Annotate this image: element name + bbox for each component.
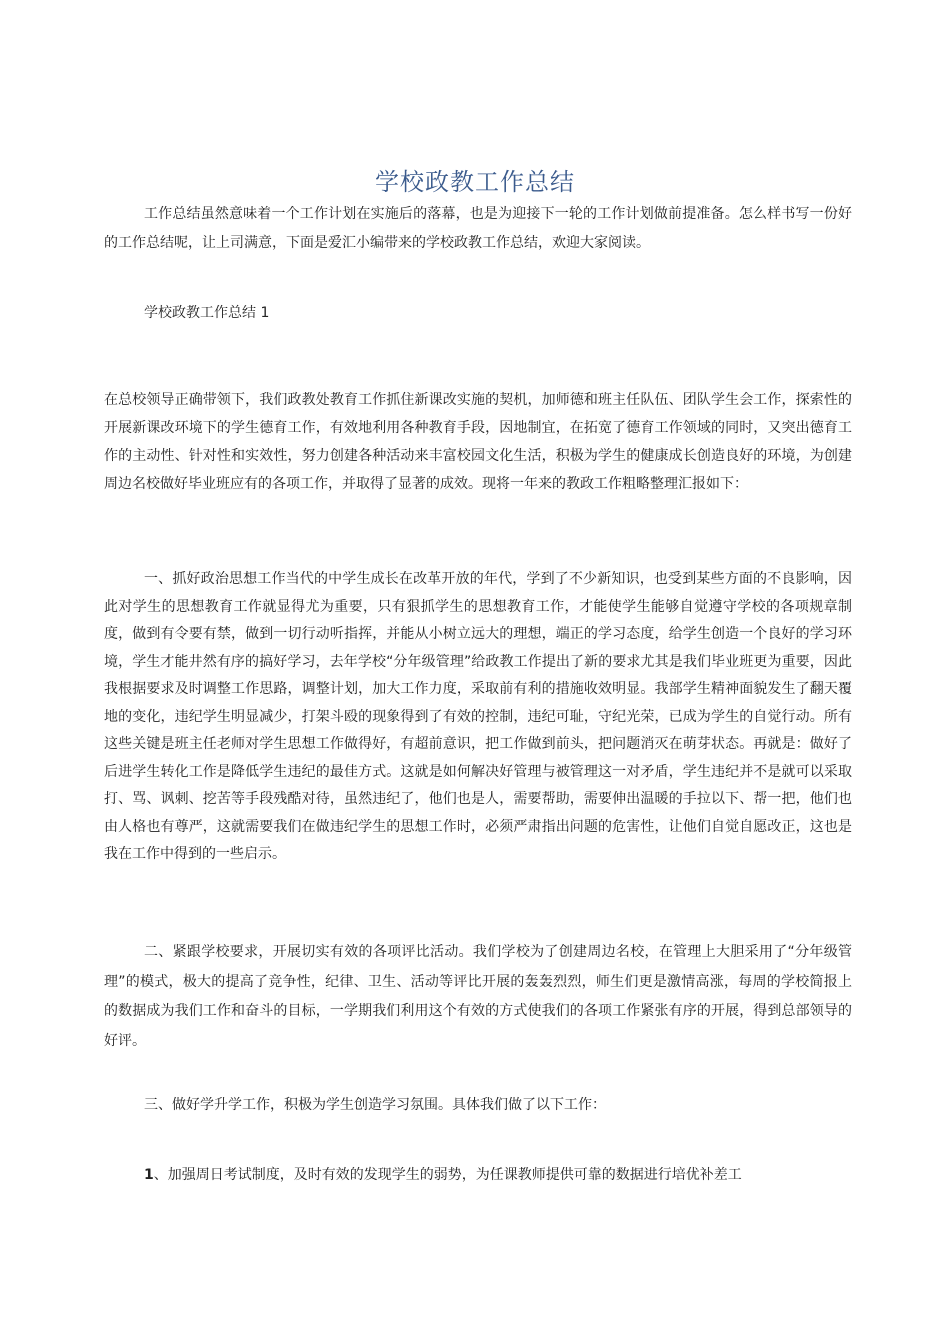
intro-paragraph: 工作总结虽然意味着一个工作计划在实施后的落幕，也是为迎接下一轮的工作计划做前提准备。怎么样书写一份好的工作总结呢，让上司满意，下面是爱汇小编带来的学校政教工作总结，欢迎大家阅读。 <box>104 206 852 251</box>
list-item-number: 1 <box>144 1167 154 1183</box>
body-paragraph-3: 二、紧跟学校要求，开展切实有效的各项评比活动。我们学校为了创建周边名校，在管理上大胆采用了“分年级管理”的模式，极大的提高了竞争性，纪律、卫生、活动等评比开展的轰轰烈烈，师生们更是激情高涨，每周的学校简报上的数据成为我们工作和奋斗的目标，一学期我们利用这个有效的方式使我们的各项工作紧张有序的开展，得到总部领导的好评。 <box>104 944 852 1049</box>
document-title: 学校政教工作总结 <box>375 168 575 196</box>
body-paragraph-2: 一、抓好政治思想工作当代的中学生成长在改革开放的年代，学到了不少新知识，也受到某些方面的不良影响，因此对学生的思想教育工作就显得尤为重要，只有狠抓学生的思想教育工作，才能使学生能够自觉遵守学校的各项规章制度，做到有令要有禁，做到一切行动听指挥，并能从小树立远大的理想，端正的学习态度，给学生创造一个良好的学习环境，学生才能井然有序的搞好学习，去年学校“分年级管理”给政教工作提出了新的要求尤其是我们毕业班更为重要，因此我根据要求及时调整工作思路，调整计划，加大工作力度，采取前有利的措施收效明显。我部学生精神面貌发生了翻天覆地的变化，违纪学生明显减少，打架斗殴的现象得到了有效的控制，违纪可耻，守纪光荣，已成为学生的自觉行动。所有这些关键是班主任老师对学生思想工作做得好，有超前意识，把工作做到前头，把问题消灭在萌芽状态。再就是：做好了后进学生转化工作是降低学生违纪的最佳方式。这就是如何解决好管理与被管理这一对矛盾，学生违纪并不是就可以采取打、骂、讽刺、挖苦等手段残酷对待，虽然违纪了，他们也是人，需要帮助，需要伸出温暖的手拉以下、帮一把，他们也由人格也有尊严，这就需要我们在做违纪学生的思想工作时，必须严肃指出问题的危害性，让他们自觉自愿改正，这也是我在工作中得到的一些启示。 <box>104 571 852 862</box>
body-paragraph-4: 三、做好学升学工作，积极为学生创造学习氛围。具体我们做了以下工作： <box>144 1097 606 1113</box>
body-paragraph-1: 在总校领导正确带领下，我们政教处教育工作抓住新课改实施的契机，加师德和班主任队伍、团队学生会工作，探索性的开展新课改环境下的学生德育工作，有效地利用各种教育手段，因地制宜，在拓宽了德育工作领域的同时，又突出德育工作的主动性、针对性和实效性，努力创建各种活动来丰富校园文化生活，积极为学生的健康成长创造良好的环境，为创建周边名校做好毕业班应有的各项工作，并取得了显著的成效。现将一年来的教政工作粗略整理汇报如下： <box>104 392 852 492</box>
section-subtitle: 学校政教工作总结 1 <box>144 305 270 321</box>
list-item-text: 、加强周日考试制度，及时有效的发现学生的弱势，为任课教师提供可靠的数据进行培优补差工 <box>153 1167 742 1183</box>
list-item-1 <box>144 1162 852 1190</box>
